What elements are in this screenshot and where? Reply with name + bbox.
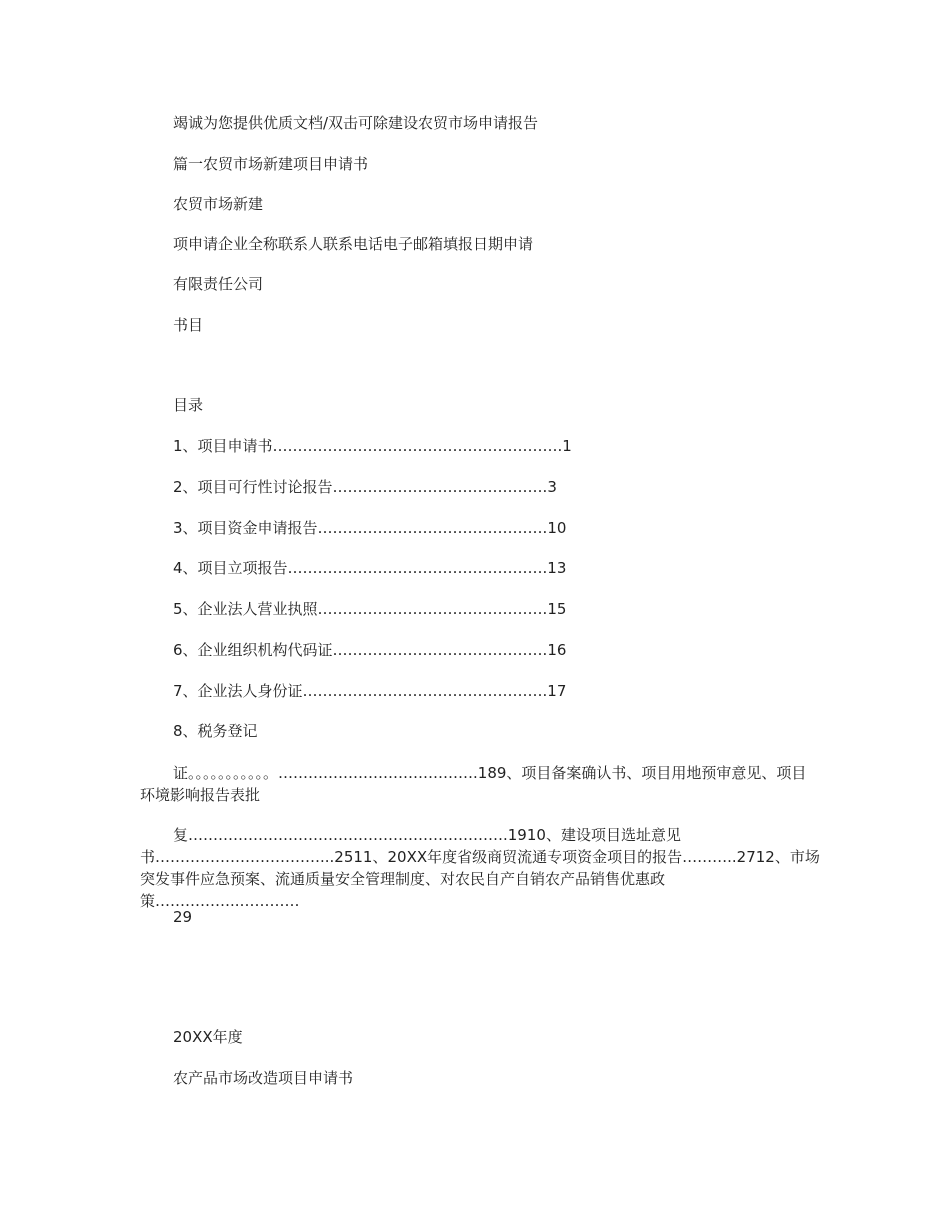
page-number: 29	[173, 908, 193, 926]
toc-entry: 6、企业组织机构代码证…………………………………….16	[173, 641, 567, 659]
toc-entry: 3、项目资金申请报告……………………………………….10	[173, 519, 567, 537]
part-title: 篇一农贸市场新建项目申请书	[173, 155, 369, 173]
toc-entry: 7、企业法人身份证………………………………………….17	[173, 682, 567, 700]
section-title: 农产品市场改造项目申请书	[173, 1069, 354, 1087]
toc-paragraph: 证。。。。。。。。。。。………………………………….189、项目备案确认书、项目用地预审意见、项目环境影响报告表批	[140, 764, 807, 804]
header-line: 竭诚为您提供优质文档/双击可除建设农贸市场申请报告	[173, 114, 539, 132]
toc-heading: 目录	[173, 396, 204, 414]
book-title: 书目	[173, 316, 204, 334]
subtitle: 农贸市场新建	[173, 195, 264, 213]
toc-entry: 4、项目立项报告…………………………………………….13	[173, 559, 567, 577]
year-line: 20XX年度	[173, 1028, 243, 1046]
info-fields-line: 项申请企业全称联系人联系电话电子邮箱填报日期申请	[173, 235, 534, 253]
toc-entry: 5、企业法人营业执照……………………………………….15	[173, 600, 567, 618]
company-line: 有限责任公司	[173, 275, 264, 293]
toc-entry: 8、税务登记	[173, 722, 258, 740]
toc-entry: 1、项目申请书………………………………………………….1	[173, 437, 572, 455]
toc-paragraph: 复……………………………………………………….1910、建设项目选址意见书……………………………...2511、20XX年度省级商贸流通专项资金项目的报告………..2712、市场突发事件应急预案、流通质量安全管理制度、对农民自产自销农产品销售优惠政策……………..…………	[140, 826, 820, 910]
toc-entry: 2、项目可行性讨论报告…………………………………….3	[173, 478, 557, 496]
